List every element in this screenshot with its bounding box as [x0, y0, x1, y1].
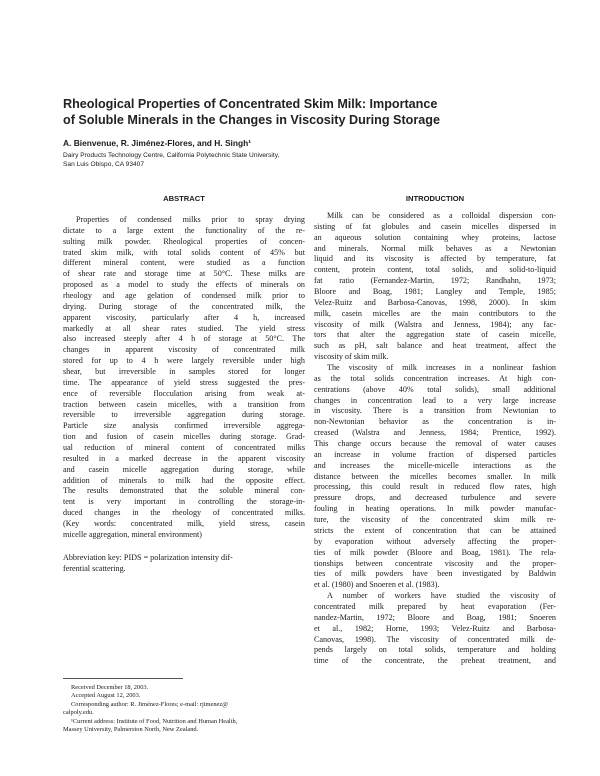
introduction-line: milk, casein micelles are the main contributors to the — [314, 308, 556, 318]
introduction-line: and minerals. Normal milk behaves as a Newtonian — [314, 243, 556, 253]
introduction-line: ties of milk powder (Bloore and Boag, 1981). The rela- — [314, 547, 556, 557]
abstract-line: proposed as a model to study the effects of minerals on — [63, 280, 305, 290]
introduction-line: liquid and its viscosity is affected by temperature, fat — [314, 254, 556, 264]
abstract-line: also increased steeply after 4 h of storage at 50°C. The — [63, 334, 305, 344]
introduction-line: non-Newtonian behavior as the concentration is in- — [314, 417, 556, 427]
abstract-line: traction between casein micelles, with a transition from — [63, 399, 305, 409]
abstract-line: resulted in a marked decrease in the apparent viscosity — [63, 453, 305, 463]
introduction-line: content, protein content, total solids, and solid-to-liquid — [314, 265, 556, 275]
abstract-line: rheology and age gelation of condensed milk prior to — [63, 291, 305, 301]
authors: A. Bienvenue, R. Jiménez-Flores, and H. Singh¹ — [63, 138, 252, 148]
abstract-line: ence of reversible flocculation arising from weak at- — [63, 388, 305, 398]
footnote-line: calpoly.edu. — [63, 709, 94, 717]
abstract-line: stored for up to 4 h were largely reversible under high — [63, 356, 305, 366]
abbreviation-line: ferential scattering. — [63, 563, 126, 573]
abbreviation-line: Abbreviation key: PIDS = polarization intensity dif- — [63, 552, 233, 562]
footnote-line: Accepted August 12, 2003. — [71, 692, 141, 700]
affiliation-line: Dairy Products Technology Centre, California Polytechnic State University, — [63, 152, 280, 159]
footnote-line: Massey University, Palmerston North, New Zealand. — [63, 726, 199, 734]
introduction-line: pressure drops, and decreased turbulence and severe — [314, 493, 556, 503]
introduction-line: fat ratio (Fernandez-Martin, 1972; Randhahn, 1973; — [314, 276, 556, 286]
abstract-line: dictate to a large extent the functionality of the re- — [63, 225, 305, 235]
abstract-line: Properties of condensed milks prior to spray drying — [76, 215, 305, 224]
introduction-line: Velez-Ruitz and Barbosa-Canovas, 1998, 2000). In skim — [314, 297, 556, 307]
introduction-line: in viscosity. There is a transition from Newtonian to — [314, 406, 556, 416]
introduction-line: processing, this could result in reduced flow rates, high — [314, 482, 556, 492]
introduction-line: such as pH, salt balance and heat treatment, affect the — [314, 341, 556, 351]
abstract-line: drying. During storage of the concentrated milk, the — [63, 301, 305, 311]
introduction-line: fouling in heating operations. In milk powder manufac- — [314, 504, 556, 514]
abstract-line: addition of minerals to milk had the opposite effect. — [63, 475, 305, 485]
abstract-line: duced changes in the rheology of concentrated milks. — [63, 508, 305, 518]
introduction-line: viscosity of milk (Walstra and Jenness, 1984); any fac- — [314, 319, 556, 329]
introduction-line: viscosity of skim milk. — [314, 352, 389, 362]
introduction-line: ties of milk powders have been investigated by Baldwin — [314, 569, 556, 579]
introduction-line: pends largely on total solids, temperature and holding — [314, 645, 556, 655]
introduction-line: Milk can be considered as a colloidal dispersion con- — [327, 211, 556, 220]
footnote-line: Received December 18, 2003. — [71, 684, 149, 691]
abstract-line: (Key words: concentrated milk, yield stress, casein — [63, 519, 305, 529]
introduction-line: creased (Walstra and Jenness, 1984; Prentice, 1992). — [314, 428, 556, 438]
abstract-line: apparent viscosity, particularly after 4 h, increased — [63, 312, 305, 322]
paper-title — [63, 96, 543, 128]
abstract-line: shear, but irreversible in samples stored for longer — [63, 367, 305, 377]
introduction-line: centrations (above 40% total solids), small additional — [314, 384, 556, 394]
introduction-line: et al., 1982; Horne, 1993; Velez-Ruitz and Barbosa- — [314, 623, 556, 633]
footnote-line: ¹Current address: Institute of Food, Nutrition and Human Health, — [71, 717, 238, 725]
introduction-line: an increase in volume fraction of dispersed particles — [314, 449, 556, 459]
introduction-heading: INTRODUCTION — [405, 194, 465, 203]
introduction-line: sisting of fat globules and casein micelles dispersed in — [314, 221, 556, 231]
introduction-line: A number of workers have studied the viscosity of — [327, 591, 556, 601]
introduction-line: tionships between concentrate viscosity and the proper- — [314, 558, 556, 568]
footnotes — [63, 684, 313, 734]
abstract-line: time. The appearance of yield stress suggested the pres- — [63, 377, 305, 387]
abstract-line: tent is very important in controlling the storage-in- — [63, 497, 305, 507]
introduction-line: et al. (1980) and Snoeren et al. (1983). — [314, 580, 440, 590]
abstract-heading: ABSTRACT — [163, 194, 205, 203]
introduction-line: tors that alter the aggregation state of casein micelle, — [314, 330, 556, 340]
footnote-line: Corresponding author: R. Jiménez-Flores; e-mail: rjimenez@ — [71, 700, 229, 708]
title-line: Rheological Properties of Concentrated Skim Milk: Importance — [63, 97, 438, 111]
abstract-line: tion and fusion of casein micelles during storage. Grad- — [63, 432, 305, 442]
abstract-line: and casein micelle aggregation during storage, while — [63, 464, 305, 474]
affiliation — [63, 151, 279, 169]
introduction-line: changes in concentration lead to a very large increase — [314, 395, 556, 405]
introduction-line: as the total solids concentration increases. At high con- — [314, 373, 556, 383]
introduction-line: ture, the viscosity of the concentrated skim milk re- — [314, 515, 556, 525]
abstract-line: changes in apparent viscosity of concentrated milk — [63, 345, 305, 355]
abstract-line: markedly at all shear rates studied. The yield stress — [63, 323, 305, 333]
abstract-line: sulting milk powder. Rheological properties of concen- — [63, 236, 305, 246]
abstract-line: ual reduction of mineral content of concentrated milks — [63, 443, 305, 453]
abstract-line: reversible to irreversible aggregation during storage. — [63, 410, 305, 420]
introduction-line: an aqueous solution containing whey proteins, lactose — [314, 232, 556, 242]
introduction-body — [314, 211, 556, 667]
affiliation-line: San Luis Obispo, CA 93407 — [63, 161, 145, 168]
abstract-line: micelle aggregation, mineral environment) — [63, 529, 202, 539]
introduction-line: nandez-Martin, 1972; Bloore and Boag, 1981; Snoeren — [314, 612, 556, 622]
introduction-line: This change occurs because the removal of water causes — [314, 439, 556, 449]
introduction-line: Canovas, 1998). The viscosity of concentrated milk de- — [314, 634, 556, 644]
introduction-line: and increases the micelle-micelle interactions as the — [314, 460, 556, 470]
introduction-line: by evaporation without adversely affecting the proper- — [314, 536, 556, 546]
abstract-line: of shear rate and storage time at 50°C. These milks are — [63, 269, 305, 279]
abstract-body — [63, 215, 305, 575]
title-line: of Soluble Minerals in the Changes in Viscosity During Storage — [63, 113, 440, 127]
introduction-line: Bloore and Boag, 1981; Langley and Temple, 1985; — [314, 287, 556, 297]
abstract-line: Particle size analysis confirmed irreversible aggrega- — [63, 421, 305, 431]
abstract-line: different mineral content, were studied as a function — [63, 258, 305, 268]
abstract-line: trated skim milk, with total solids content of 45% but — [63, 247, 305, 257]
introduction-line: distance between the micelles becomes smaller. In milk — [314, 471, 556, 481]
footnote-divider — [63, 678, 183, 679]
abstract-line: The results demonstrated that the soluble mineral con- — [63, 486, 305, 496]
introduction-line: concentrated milk prepared by heat evaporation (Fer- — [314, 601, 556, 611]
introduction-line: stricts the extent of concentration that can be attained — [314, 525, 556, 535]
introduction-line: time of the concentrate, the preheat treatment, and — [314, 656, 556, 666]
introduction-line: The viscosity of milk increases in a nonlinear fashion — [327, 363, 556, 373]
